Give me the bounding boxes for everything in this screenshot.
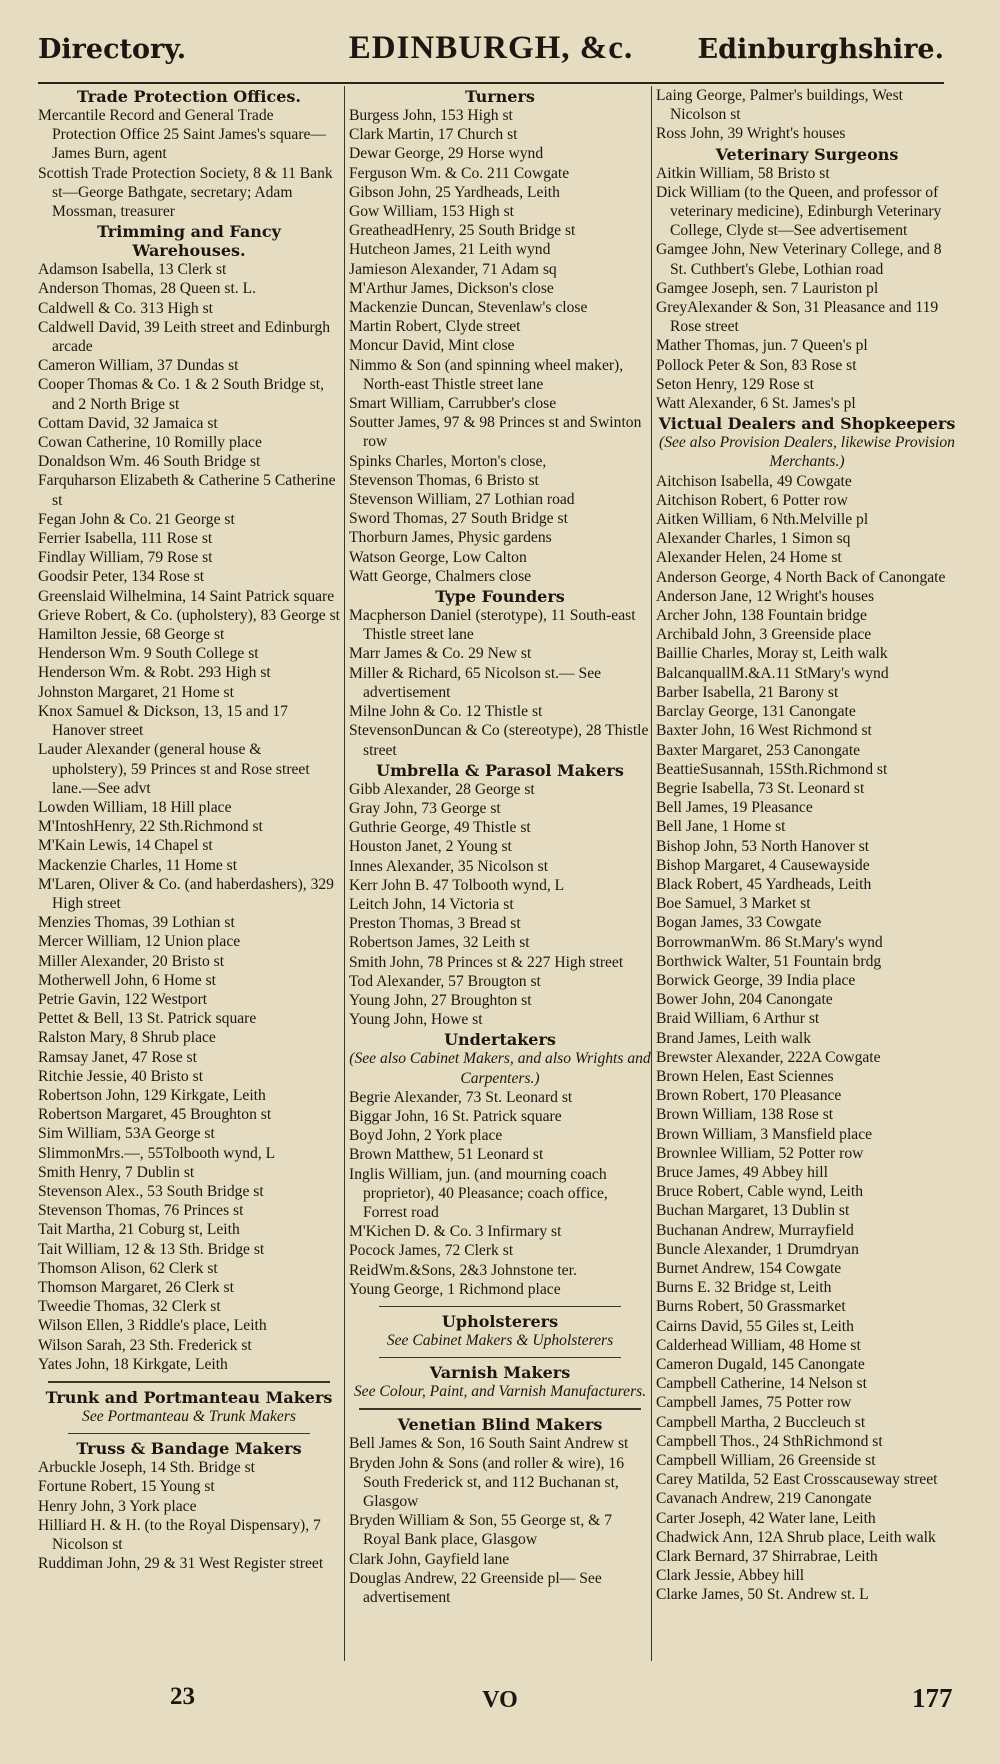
directory-entry: Baxter John, 16 West Richmond st	[656, 722, 872, 740]
directory-entry: M'IntoshHenry, 22 Sth.Richmond st	[38, 818, 263, 836]
directory-entry: Begrie Isabella, 73 St. Leonard st	[656, 779, 865, 797]
directory-entry: Ferguson Wm. & Co. 211 Cowgate	[349, 164, 570, 182]
cross-reference-note: (See also Provision Dealers, likewise Provision Merchants.)	[659, 434, 955, 471]
directory-entry: Buncle Alexander, 1 Drumdryan	[656, 1240, 859, 1258]
column-divider	[651, 86, 652, 1661]
directory-entry: Bell James, 19 Pleasance	[656, 799, 813, 817]
page-number: 177	[912, 1683, 953, 1713]
directory-entry: Gamgee Joseph, sen. 7 Lauriston pl	[656, 279, 879, 297]
section-heading: Varnish Makers	[429, 1363, 571, 1383]
directory-entry: Miller Alexander, 20 Bristo st	[38, 952, 225, 970]
directory-entry: Tweedie Thomas, 32 Clerk st	[38, 1298, 221, 1316]
directory-entry: Arbuckle Joseph, 14 Sth. Bridge st	[38, 1459, 255, 1477]
directory-entry: Gibson John, 25 Yardheads, Leith	[349, 183, 560, 201]
directory-entry: Clark Bernard, 37 Shirrabrae, Leith	[656, 1548, 878, 1566]
directory-entry: Archibald John, 3 Greenside place	[656, 626, 872, 644]
directory-entry: Cameron Dugald, 145 Canongate	[656, 1356, 865, 1373]
section-heading: Venetian Blind Makers	[397, 1415, 603, 1435]
directory-entry: Jamieson Alexander, 71 Adam sq	[349, 260, 557, 278]
directory-entry: Boyd John, 2 York place	[349, 1127, 503, 1145]
section-divider	[379, 1357, 621, 1358]
directory-entry: Menzies Thomas, 39 Lothian st	[38, 914, 235, 932]
directory-entry: Caldwell David, 39 Leith street and Edinburgh arcade	[38, 318, 331, 356]
directory-entry: Goodsir Peter, 134 Rose st	[38, 568, 205, 586]
directory-entry: Biggar John, 16 St. Patrick square	[349, 1107, 562, 1125]
directory-entry: Bruce Robert, Cable wynd, Leith	[656, 1183, 863, 1201]
directory-entry: Ruddiman John, 29 & 31 West Register street	[38, 1555, 324, 1573]
directory-entry: Calderhead William, 48 Home st	[656, 1336, 861, 1354]
directory-entry: Bell James & Son, 16 South Saint Andrew st	[349, 1435, 629, 1453]
section-heading: Trunk and Portmanteau Makers	[45, 1388, 333, 1407]
directory-entry: GreatheadHenry, 25 South Bridge st	[349, 222, 576, 240]
directory-entry: Brown William, 138 Rose st	[656, 1106, 834, 1124]
directory-entry: Robertson John, 129 Kirkgate, Leith	[38, 1086, 266, 1104]
cross-reference-note: (See also Cabinet Makers, and also Wrights and Carpenters.)	[349, 1050, 651, 1087]
header-left-title: Directory.	[38, 34, 187, 65]
directory-entry: M'Arthur James, Dickson's close	[349, 279, 554, 297]
cross-reference-note: See Colour, Paint, and Varnish Manufacturers.	[353, 1383, 647, 1401]
directory-entry: Baillie Charles, Moray st, Leith walk	[656, 645, 888, 663]
directory-entry: Chadwick Ann, 12A Shrub place, Leith walk	[656, 1528, 936, 1546]
cross-reference-note: See Cabinet Makers & Upholsterers	[386, 1331, 614, 1349]
header-center-title: EDINBURGH, &c.	[348, 30, 634, 66]
directory-entry: Young John, Howe st	[349, 1011, 483, 1029]
directory-entry: Stevenson William, 27 Lothian road	[349, 491, 575, 509]
directory-entry: Gamgee John, New Veterinary College, and 8 St. Cuthbert's Glebe, Lothian road	[656, 241, 942, 278]
directory-entry: M'Kichen D. & Co. 3 Infirmary st	[349, 1223, 562, 1241]
directory-entry: Bishop John, 53 North Hanover st	[656, 837, 870, 855]
directory-entry: Cavanach Andrew, 219 Canongate	[656, 1490, 872, 1508]
directory-entry: Black Robert, 45 Yardheads, Leith	[656, 875, 872, 893]
directory-entry: Stevenson Thomas, 6 Bristo st	[349, 471, 539, 489]
directory-entry: BorrowmanWm. 86 St.Mary's wynd	[656, 933, 883, 951]
section-heading: Victual Dealers and Shopkeepers	[658, 414, 956, 434]
directory-entry: Gibb Alexander, 28 George st	[349, 780, 535, 798]
directory-entry: Buchanan Andrew, Murrayfield	[656, 1221, 854, 1239]
directory-entry: Pollock Peter & Son, 83 Rose st	[656, 356, 857, 374]
directory-entry: Burnet Andrew, 154 Cowgate	[656, 1259, 842, 1277]
header-rule	[38, 82, 944, 84]
section-divider	[48, 1381, 330, 1383]
directory-entry: Laing George, Palmer's buildings, West Nicolson st	[656, 87, 903, 124]
directory-entry: Clark Martin, 17 Church st	[349, 126, 518, 144]
directory-entry: Cooper Thomas & Co. 1 & 2 South Bridge st, and 2 North Brige st	[38, 376, 325, 413]
directory-entry: Gow William, 153 High st	[349, 203, 514, 221]
directory-entry: Farquharson Elizabeth & Catherine 5 Catherine st	[38, 472, 336, 509]
directory-entry: Thorburn James, Physic gardens	[349, 529, 552, 547]
section-heading: Trade Protection Offices.	[77, 87, 301, 106]
directory-entry: Bruce James, 49 Abbey hill	[656, 1163, 828, 1181]
directory-entry: Ralston Mary, 8 Shrub place	[38, 1029, 216, 1047]
directory-entry: Anderson Jane, 12 Wright's houses	[656, 587, 875, 605]
directory-entry: Seton Henry, 129 Rose st	[656, 375, 814, 393]
cross-reference-note: See Portmanteau & Trunk Makers	[82, 1408, 296, 1425]
directory-entry: Knox Samuel & Dickson, 13, 15 and 17 Hanover street	[38, 702, 288, 740]
page-footer	[0, 1683, 1000, 1723]
directory-entry: Braid William, 6 Arthur st	[656, 1010, 820, 1028]
directory-entry: Soutter James, 97 & 98 Princes st and Swinton row	[349, 414, 642, 451]
directory-entry: Petrie Gavin, 122 Westport	[38, 990, 208, 1008]
directory-entry: Dewar George, 29 Horse wynd	[349, 145, 544, 163]
directory-entry: Miller & Richard, 65 Nicolson st.— See advertisement	[349, 664, 602, 701]
directory-entry: Pettet & Bell, 13 St. Patrick square	[38, 1010, 257, 1028]
directory-entry: Findlay William, 79 Rose st	[38, 549, 213, 567]
directory-entry: Douglas Andrew, 22 Greenside pl— See advertisement	[349, 1569, 602, 1607]
directory-entry: Brand James, Leith walk	[656, 1029, 812, 1047]
directory-entry: Johnston Margaret, 21 Home st	[38, 683, 234, 701]
directory-entry: Alexander Charles, 1 Simon sq	[656, 530, 851, 548]
directory-entry: Campbell Catherine, 14 Nelson st	[656, 1375, 867, 1393]
directory-entry: Sim William, 53A George st	[38, 1125, 215, 1143]
directory-entry: Cairns David, 55 Giles st, Leith	[656, 1317, 854, 1335]
directory-entry: Fegan John & Co. 21 George st	[38, 510, 235, 528]
directory-entry: Houston Janet, 2 Young st	[349, 838, 512, 856]
directory-entry: Spinks Charles, Morton's close,	[349, 452, 547, 470]
directory-entry: Wilson Sarah, 23 Sth. Frederick st	[38, 1336, 252, 1354]
directory-entry: SlimmonMrs.—, 55Tolbooth wynd, L	[38, 1144, 276, 1162]
directory-entry: Begrie Alexander, 73 St. Leonard st	[349, 1088, 573, 1106]
directory-entry: Smith Henry, 7 Dublin st	[38, 1163, 195, 1181]
directory-entry: Motherwell John, 6 Home st	[38, 971, 217, 989]
directory-entry: Tait Martha, 21 Coburg st, Leith	[38, 1221, 240, 1239]
directory-entry: Clark Jessie, Abbey hill	[656, 1567, 805, 1585]
directory-entry: Alexander Helen, 24 Home st	[656, 549, 842, 567]
directory-entry: Stevenson Alex., 53 South Bridge st	[38, 1182, 264, 1200]
directory-entry: Fortune Robert, 15 Young st	[38, 1478, 215, 1496]
directory-entry: Campbell Thos., 24 SthRichmond st	[656, 1432, 883, 1450]
section-heading: Type Founders	[435, 587, 565, 607]
directory-entry: Thomson Alison, 62 Clerk st	[38, 1259, 218, 1277]
directory-entry: Young George, 1 Richmond place	[349, 1280, 561, 1298]
directory-entry: Mercer William, 12 Union place	[38, 933, 241, 951]
signature-mark-left: 23	[170, 1683, 195, 1710]
directory-entry: Nimmo & Son (and spinning wheel maker), North-east Thistle street lane	[349, 356, 624, 393]
directory-entry: Adamson Isabella, 13 Clerk st	[38, 261, 227, 279]
directory-entry: Cottam David, 32 Jamaica st	[38, 414, 218, 432]
section-heading: Undertakers	[444, 1030, 556, 1050]
directory-entry: M'Kain Lewis, 14 Chapel st	[38, 837, 213, 855]
directory-entry: ReidWm.&Sons, 2&3 Johnstone ter.	[349, 1261, 577, 1279]
directory-entry: Brown Matthew, 51 Leonard st	[349, 1146, 544, 1164]
directory-entry: Clarke James, 50 St. Andrew st. L	[656, 1586, 869, 1604]
directory-entry: Campbell Martha, 2 Buccleuch st	[656, 1413, 866, 1431]
directory-entry: Henderson Wm. & Robt. 293 High st	[38, 664, 271, 682]
directory-entry: Archer John, 138 Fountain bridge	[656, 607, 867, 625]
directory-entry: Bryden William & Son, 55 George st, & 7 Royal Bank place, Glasgow	[349, 1512, 613, 1549]
directory-entry: Bogan James, 33 Cowgate	[656, 914, 822, 932]
directory-entry: Brown Helen, East Sciennes	[656, 1067, 834, 1085]
directory-entry: Hilliard H. & H. (to the Royal Dispensary), 7 Nicolson st	[38, 1516, 321, 1554]
section-heading: Veterinary Surgeons	[715, 144, 899, 164]
directory-entry: Aitchison Isabella, 49 Cowgate	[656, 472, 852, 490]
directory-entry: Inglis William, jun. (and mourning coach proprietor), 40 Pleasance; coach office, Forrest road	[349, 1165, 608, 1221]
directory-entry: Guthrie George, 49 Thistle st	[349, 819, 531, 837]
directory-entry: Baxter Margaret, 253 Canongate	[656, 741, 861, 759]
column-divider	[344, 86, 345, 1661]
directory-entry: Mercantile Record and General Trade Protection Office 25 Saint James's square—James Burn, agent	[38, 107, 327, 163]
directory-entry: Cowan Catherine, 10 Romilly place	[38, 434, 262, 452]
directory-entry: Campbell William, 26 Greenside st	[656, 1452, 876, 1470]
directory-entry: Cameron William, 37 Dundas st	[38, 357, 239, 375]
directory-entry: Greenslaid Wilhelmina, 14 Saint Patrick square	[38, 587, 335, 605]
directory-entry: Dick William (to the Queen, and professor of veterinary medicine), Edinburgh Veterinary College, Clyde st—See advertisement	[656, 183, 942, 240]
directory-entry: Smart William, Carrubber's close	[349, 395, 557, 413]
directory-entry: Burns E. 32 Bridge st, Leith	[656, 1279, 832, 1297]
directory-entry: Barclay George, 131 Canongate	[656, 703, 856, 721]
directory-entry: Robertson James, 32 Leith st	[349, 934, 530, 952]
directory-entry: Tod Alexander, 57 Brougton st	[349, 972, 541, 990]
directory-entry: GreyAlexander & Son, 31 Pleasance and 119 Rose street	[656, 299, 939, 336]
directory-entry: StevensonDuncan & Co (stereotype), 28 Thistle street	[349, 722, 649, 759]
header-right-title: Edinburghshire.	[697, 34, 944, 65]
directory-entry: Leitch John, 14 Victoria st	[349, 895, 514, 913]
section-divider	[68, 1433, 310, 1434]
section-heading: Upholsterers	[441, 1311, 559, 1331]
directory-entry: Borwick George, 39 India place	[656, 971, 856, 989]
directory-entry: Scottish Trade Protection Society, 8 & 11 Bank st—George Bathgate, secretary; Adam Mossman, treasurer	[38, 164, 333, 221]
directory-entry: Macpherson Daniel (sterotype), 11 South-east Thistle street lane	[349, 607, 636, 644]
directory-entry: Bower John, 204 Canongate	[656, 991, 833, 1009]
directory-entry: Clark John, Gayfield lane	[349, 1550, 510, 1568]
directory-entry: Moncur David, Mint close	[349, 337, 515, 355]
directory-entry: Tait William, 12 & 13 Sth. Bridge st	[38, 1240, 265, 1258]
directory-entry: Caldwell & Co. 313 High st	[38, 299, 213, 317]
directory-entry: Buchan Margaret, 13 Dublin st	[656, 1202, 850, 1220]
column-3	[656, 86, 958, 1661]
directory-entry: Watt George, Chalmers close	[349, 567, 532, 585]
directory-entry: Watt Alexander, 6 St. James's pl	[656, 395, 856, 413]
directory-entry: Sword Thomas, 27 South Bridge st	[349, 510, 568, 528]
section-heading: Umbrella & Parasol Makers	[376, 760, 624, 780]
directory-entry: Ritchie Jessie, 40 Bristo st	[38, 1067, 204, 1085]
section-heading: Truss & Bandage Makers	[76, 1439, 302, 1459]
directory-entry: Campbell James, 75 Potter row	[656, 1394, 852, 1412]
directory-entry: Watson George, Low Calton	[349, 548, 527, 566]
directory-entry: Burns Robert, 50 Grassmarket	[656, 1298, 846, 1316]
directory-entry: Bryden John & Sons (and roller & wire), 16 South Frederick st, and 112 Buchanan st, Glasgow	[349, 1454, 625, 1510]
directory-entry: BalcanquallM.&A.11 StMary's wynd	[656, 664, 889, 682]
directory-entry: Aitken William, 6 Nth.Melville pl	[656, 511, 869, 529]
directory-entry: Ferrier Isabella, 111 Rose st	[38, 530, 213, 548]
directory-entry: Mather Thomas, jun. 7 Queen's pl	[656, 337, 868, 355]
directory-entry: Hutcheon James, 21 Leith wynd	[349, 241, 551, 259]
directory-entry: Burgess John, 153 High st	[349, 107, 513, 124]
directory-entry: Mackenzie Charles, 11 Home st	[38, 856, 238, 874]
directory-entry: Smith John, 78 Princes st & 227 High street	[349, 953, 624, 971]
directory-entry: Thomson Margaret, 26 Clerk st	[38, 1278, 234, 1296]
page-header	[38, 28, 944, 70]
section-divider	[359, 1408, 641, 1410]
directory-entry: Donaldson Wm. 46 South Bridge st	[38, 453, 261, 471]
directory-entry: M'Laren, Oliver & Co. (and haberdashers), 329 High street	[38, 875, 334, 912]
directory-entry: Preston Thomas, 3 Bread st	[349, 915, 521, 933]
directory-entry: Young John, 27 Broughton st	[349, 991, 532, 1009]
directory-entry: Bishop Margaret, 4 Causewayside	[656, 856, 870, 874]
section-heading: Trimming and Fancy Warehouses.	[97, 222, 281, 261]
directory-entry: Marr James & Co. 29 New st	[349, 645, 532, 663]
directory-entry: Barber Isabella, 21 Barony st	[656, 683, 839, 701]
directory-entry: Wilson Ellen, 3 Riddle's place, Leith	[38, 1317, 267, 1335]
directory-entry: Kerr John B. 47 Tolbooth wynd, L	[349, 876, 565, 894]
directory-entry: Carter Joseph, 42 Water lane, Leith	[656, 1509, 876, 1527]
column-1	[38, 86, 340, 1661]
directory-entry: Henderson Wm. 9 South College st	[38, 645, 259, 663]
directory-entry: Anderson George, 4 North Back of Canongate	[656, 568, 946, 586]
directory-entry: Hamilton Jessie, 68 George st	[38, 626, 225, 644]
directory-entry: Ross John, 39 Wright's houses	[656, 125, 846, 143]
directory-entry: Grieve Robert, & Co. (upholstery), 83 George st	[38, 606, 340, 624]
directory-entry: Brownlee William, 52 Potter row	[656, 1144, 864, 1162]
directory-entry: Gray John, 73 George st	[349, 799, 501, 817]
directory-entry: Milne John & Co. 12 Thistle st	[349, 703, 543, 721]
directory-entry: Henry John, 3 York place	[38, 1497, 197, 1515]
section-heading: Turners	[465, 87, 535, 106]
directory-entry: Stevenson Thomas, 76 Princes st	[38, 1202, 244, 1220]
directory-entry: Aitchison Robert, 6 Potter row	[656, 491, 848, 509]
directory-entry: Lowden William, 18 Hill place	[38, 798, 232, 816]
section-divider	[379, 1306, 621, 1307]
directory-entry: Innes Alexander, 35 Nicolson st	[349, 857, 549, 875]
directory-entry: Robertson Margaret, 45 Broughton st	[38, 1106, 272, 1124]
directory-entry: Brown Robert, 170 Pleasance	[656, 1087, 842, 1105]
column-2	[349, 86, 651, 1661]
directory-entry: BeattieSusannah, 15Sth.Richmond st	[656, 760, 888, 778]
directory-entry: Yates John, 18 Kirkgate, Leith	[38, 1355, 228, 1373]
directory-entry: Pocock James, 72 Clerk st	[349, 1242, 514, 1260]
directory-entry: Brown William, 3 Mansfield place	[656, 1125, 873, 1143]
directory-entry: Boe Samuel, 3 Market st	[656, 895, 811, 913]
directory-entry: Lauder Alexander (general house & upholstery), 59 Princes st and Rose street lane.—See advt	[38, 741, 310, 797]
directory-entry: Ramsay Janet, 47 Rose st	[38, 1048, 197, 1066]
directory-entry: Brewster Alexander, 222A Cowgate	[656, 1048, 881, 1066]
directory-entry: Martin Robert, Clyde street	[349, 318, 521, 336]
directory-entry: Aitkin William, 58 Bristo st	[656, 164, 830, 182]
directory-entry: Carey Matilda, 52 East Crosscauseway street	[656, 1471, 938, 1489]
directory-entry: Borthwick Walter, 51 Fountain brdg	[656, 952, 882, 970]
directory-entry: Anderson Thomas, 28 Queen st. L.	[38, 280, 256, 298]
directory-entry: Bell Jane, 1 Home st	[656, 818, 786, 836]
signature-mark-center: VO	[482, 1687, 518, 1713]
directory-entry: Mackenzie Duncan, Stevenlaw's close	[349, 299, 588, 317]
